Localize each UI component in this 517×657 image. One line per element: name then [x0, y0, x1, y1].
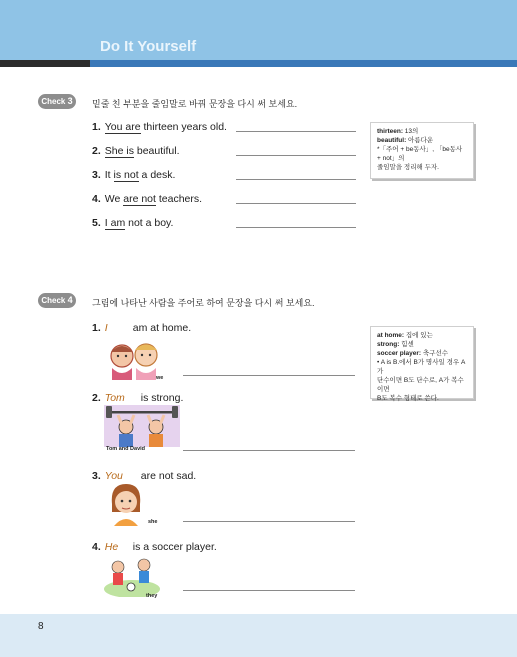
item-number: 2. [92, 145, 101, 157]
sentence-pre: We [104, 193, 124, 205]
soccer-illustration [104, 555, 160, 597]
answer-line[interactable] [236, 155, 356, 156]
underlined-phrase: You are [104, 121, 141, 133]
family-illustration [104, 338, 166, 380]
tip-text: B도 복수 형태로 쓴다. [377, 395, 439, 402]
check3-item-4 [92, 193, 202, 205]
tip-text: • A is B.에서 B가 명사일 경우 A가 [377, 359, 466, 375]
new-subject: Tom [104, 392, 125, 404]
tip-term: strong: [377, 341, 400, 348]
item-number: 1. [92, 121, 101, 133]
illustration-caption: Tom and David [106, 446, 146, 452]
tip-term: beautiful: [377, 137, 407, 144]
item-number: 1. [92, 322, 101, 334]
check4-item-3 [92, 470, 196, 482]
tip-definition: 축구선수 [421, 350, 449, 357]
sentence-pre: It [104, 169, 114, 181]
header-divider-dark [0, 60, 90, 67]
sentence-rest: is a soccer player. [132, 541, 217, 553]
tip-definition: 아름다운 [406, 137, 434, 144]
answer-line[interactable] [183, 375, 355, 376]
answer-line[interactable] [236, 227, 356, 228]
new-subject: He [104, 541, 119, 553]
girl-illustration [104, 482, 148, 526]
tip-definition: 집에 있는 [404, 332, 433, 339]
sentence-rest: beautiful. [133, 145, 180, 157]
item-number: 3. [92, 169, 101, 181]
sentence-rest: are not sad. [140, 470, 197, 482]
check4-tip-box [370, 326, 474, 402]
underlined-phrase: She is [104, 145, 134, 157]
illustration-caption: we [156, 375, 164, 381]
sentence-rest: thirteen years old. [140, 121, 227, 133]
check3-item-3 [92, 169, 175, 181]
illustration-caption: she [148, 519, 158, 525]
underlined-phrase: is not [113, 169, 139, 181]
section-title: Do It Yourself [100, 38, 197, 55]
check3-item-5 [92, 217, 173, 229]
check3-badge-number: 3 [67, 96, 73, 106]
header-divider-blue [90, 60, 517, 67]
item-number: 5. [92, 217, 101, 229]
tip-text: *「주어 + be동사」, 「be동사 + not」의 [377, 146, 463, 162]
new-subject: I [104, 322, 108, 334]
check3-item-2 [92, 145, 180, 157]
check3-tip-box [370, 122, 474, 179]
answer-line[interactable] [236, 203, 356, 204]
check4-item-1 [92, 322, 191, 334]
tip-term: soccer player: [377, 350, 422, 357]
answer-line[interactable] [236, 131, 356, 132]
item-number: 4. [92, 193, 101, 205]
tip-term: thirteen: [377, 128, 403, 135]
tip-term: at home: [377, 332, 405, 339]
weightlifting-illustration [104, 405, 180, 447]
header-banner [0, 0, 517, 60]
check4-instruction: 그림에 나타난 사람을 주어로 하여 문장을 다시 써 보세요. [92, 298, 315, 308]
new-subject: You [104, 470, 123, 482]
sentence-rest: am at home. [132, 322, 192, 334]
check4-badge-number: 4 [67, 295, 73, 305]
item-number: 3. [92, 470, 101, 482]
sentence-rest: not a boy. [125, 217, 174, 229]
underlined-phrase: are not [123, 193, 156, 205]
tip-text: 줄임말을 정리해 두자. [377, 164, 439, 171]
footer-band [0, 614, 517, 657]
tip-definition: 힘센 [399, 341, 414, 348]
check4-item-4 [92, 541, 217, 553]
answer-line[interactable] [183, 450, 355, 451]
item-number: 2. [92, 392, 101, 404]
page-number: 8 [38, 621, 44, 632]
illustration-caption: they [146, 593, 158, 599]
check3-instruction: 밑줄 친 부분을 줄임말로 바꿔 문장을 다시 써 보세요. [92, 99, 298, 109]
check4-badge [38, 293, 76, 308]
check3-badge [38, 94, 76, 109]
check3-item-1 [92, 121, 227, 133]
sentence-rest: teachers. [155, 193, 203, 205]
sentence-rest: is strong. [140, 392, 184, 404]
underlined-phrase: I am [104, 217, 126, 229]
answer-line[interactable] [236, 179, 356, 180]
tip-definition: 13의 [403, 128, 419, 135]
answer-line[interactable] [183, 521, 355, 522]
tip-text: 단수이면 B도 단수로, A가 복수이면 [377, 377, 464, 393]
sentence-rest: a desk. [138, 169, 176, 181]
check4-badge-word: Check [41, 296, 66, 305]
check3-badge-word: Check [41, 97, 66, 106]
check4-item-2 [92, 392, 183, 404]
item-number: 4. [92, 541, 101, 553]
answer-line[interactable] [183, 590, 355, 591]
